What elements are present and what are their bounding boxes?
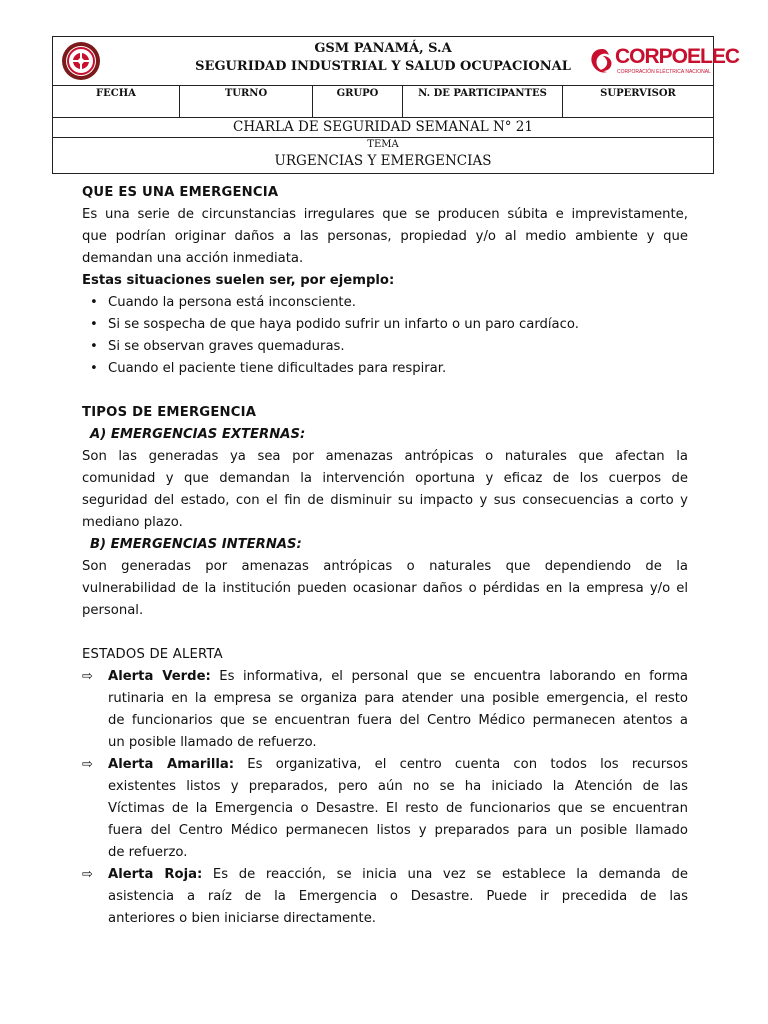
corpoelec-wordmark: CORPOELEC bbox=[615, 45, 740, 68]
paragraph-line: comunidad y que demandan la intervención oportuna y eficaz de los cuerpos de bbox=[82, 471, 688, 486]
paragraph-line: demandan una acción inmediata. bbox=[82, 251, 304, 266]
paragraph-line: que podrían originar daños a las personas, propiedad y/o al medio ambiente y que bbox=[82, 229, 688, 244]
section-title-tipos: TIPOS DE EMERGENCIA bbox=[82, 405, 257, 420]
arrow-right-icon: ⇨ bbox=[82, 757, 93, 772]
section-title-emergencia: QUE ES UNA EMERGENCIA bbox=[82, 185, 279, 200]
field-fecha: FECHA bbox=[53, 85, 180, 117]
corpoelec-logo bbox=[589, 45, 740, 79]
document-header bbox=[52, 36, 740, 174]
divider bbox=[53, 137, 713, 138]
examples-list bbox=[82, 292, 688, 380]
field-grupo: GRUPO bbox=[313, 85, 403, 117]
document-body bbox=[82, 182, 688, 930]
header-fields-row bbox=[53, 85, 713, 118]
paragraph-line: Es una serie de circunstancias irregulares que se producen súbita e imprevistamente, bbox=[82, 207, 688, 222]
subsection-internas: B) EMERGENCIAS INTERNAS: bbox=[90, 537, 302, 552]
list-item: • Si se observan graves quemaduras. bbox=[82, 336, 688, 358]
company-name: GSM PANAMÁ, S.A bbox=[314, 41, 452, 56]
field-participantes: N. DE PARTICIPANTES bbox=[403, 85, 563, 117]
bullet-icon: • bbox=[90, 317, 98, 332]
alert-item-roja: ⇨ Alerta Roja: Es de reacción, se inicia una vez se establece la demanda de asistencia a raíz de la Emergencia o Desastre. Puede ir precedida de las anteriores o bien iniciarse directamente. bbox=[82, 864, 688, 930]
list-item: • Cuando la persona está inconsciente. bbox=[82, 292, 688, 314]
paragraph-line: Son generadas por amenazas antrópicas o naturales que dependiendo de la bbox=[82, 559, 688, 574]
spacer bbox=[82, 380, 688, 402]
department-name: SEGURIDAD INDUSTRIAL Y SALUD OCUPACIONAL bbox=[195, 59, 571, 74]
tema-value: URGENCIAS Y EMERGENCIAS bbox=[274, 153, 492, 169]
bullet-icon: • bbox=[90, 361, 98, 376]
paragraph-line: mediano plazo. bbox=[82, 515, 183, 530]
examples-heading: Estas situaciones suelen ser, por ejemplo: bbox=[82, 273, 395, 288]
alert-item-amarilla: ⇨ Alerta Amarilla: Es organizativa, el centro cuenta con todos los recursos existentes listos y preparados, pero aún no se ha iniciado la Atención de las Víctimas de la Emergencia o Desastre. El resto de funcionarios que se encuentran fuera del Centro Médico permanecen listos y preparados para un posible llamado de refuerzo. bbox=[82, 754, 688, 864]
subsection-externas: A) EMERGENCIAS EXTERNAS: bbox=[90, 427, 306, 442]
list-item: • Si se sospecha de que haya podido sufrir un infarto o un paro cardíaco. bbox=[82, 314, 688, 336]
paragraph-line: personal. bbox=[82, 603, 144, 618]
corpoelec-subtext: CORPORACIÓN ELÉCTRICA NACIONAL bbox=[617, 69, 711, 75]
field-supervisor: SUPERVISOR bbox=[600, 88, 676, 99]
bullet-icon: • bbox=[90, 339, 98, 354]
paragraph-line: seguridad del estado, con el fin de disminuir su impacto y sus consecuencias a corto y bbox=[82, 493, 688, 508]
section-title-alerta: ESTADOS DE ALERTA bbox=[82, 647, 223, 662]
arrow-right-icon: ⇨ bbox=[82, 669, 93, 684]
header-topic-row bbox=[53, 117, 713, 173]
bullet-icon: • bbox=[90, 295, 98, 310]
list-item: • Cuando el paciente tiene dificultades para respirar. bbox=[82, 358, 688, 380]
field-turno: TURNO bbox=[180, 85, 313, 117]
alert-item-verde: ⇨ Alerta Verde: Es informativa, el personal que se encuentra laborando en forma rutinaria en la empresa se organiza para atender una posible emergencia, el resto de funcionarios que se encuentran fuera del Centro Médico permanecen atentos a un posible llamado de refuerzo. bbox=[82, 666, 688, 754]
arrow-right-icon: ⇨ bbox=[82, 867, 93, 882]
spacer bbox=[82, 622, 688, 644]
paragraph-line: Son las generadas ya sea por amenazas antrópicas o naturales que afectan la bbox=[82, 449, 688, 464]
paragraph-line: vulnerabilidad de la institución pueden ocasionar daños o pérdidas en la empresa y/o el bbox=[82, 581, 688, 596]
tema-label: TEMA bbox=[367, 139, 399, 150]
corpoelec-swirl-icon bbox=[589, 47, 615, 75]
header-title-row bbox=[53, 37, 740, 86]
charla-title: CHARLA DE SEGURIDAD SEMANAL N° 21 bbox=[233, 119, 533, 135]
